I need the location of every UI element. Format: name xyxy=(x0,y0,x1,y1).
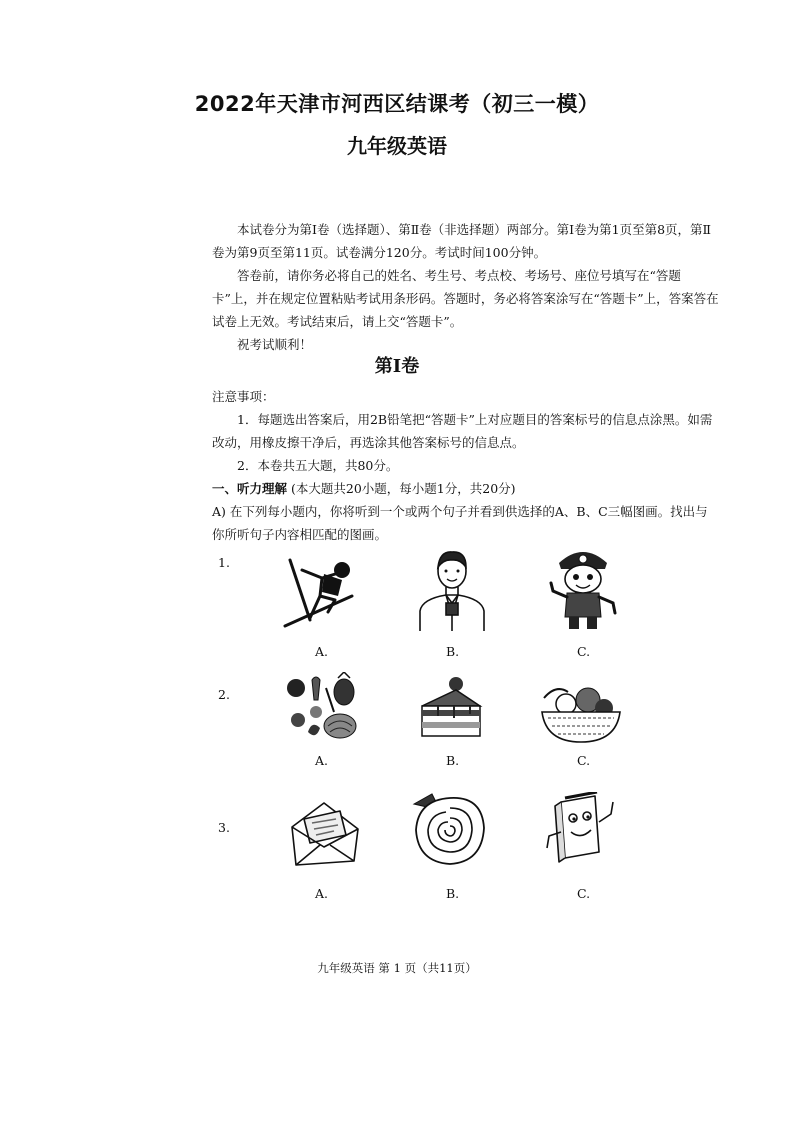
police-officer-icon xyxy=(545,543,621,633)
part-detail: (本大题共20小题，每小题1分，共20分) xyxy=(291,481,516,496)
rose-icon xyxy=(410,790,490,868)
option-label: A. xyxy=(315,753,329,768)
option-label: B. xyxy=(446,753,460,768)
option-label: A. xyxy=(315,644,329,659)
option-label: A. xyxy=(315,886,329,901)
intro-paragraph-1: 本试卷分为第Ⅰ卷（选择题）、第Ⅱ卷（非选择题）两部分。第Ⅰ卷为第1页至第8页，第Ⅱ卷为第9页至第11页。试卷满分120分。考试时间100分钟。 xyxy=(212,222,712,260)
fruit-bowl-icon xyxy=(538,680,624,746)
question-number: 2. xyxy=(218,687,230,702)
option-label: C. xyxy=(577,753,591,768)
question-number: 1. xyxy=(218,555,230,570)
notes-heading: 注意事项： xyxy=(212,389,275,404)
notes-block xyxy=(212,385,720,546)
option-label: C. xyxy=(577,644,591,659)
envelope-icon xyxy=(284,797,364,869)
intro-paragraph-3: 祝考试顺利！ xyxy=(237,337,313,352)
option-label: B. xyxy=(446,886,460,901)
cake-icon xyxy=(414,676,486,742)
part-heading xyxy=(212,477,720,500)
part-a-instruction: A) 在下列每小题内，你将听到一个或两个句子并看到供选择的A、B、C三幅图画。找出与你所听句子内容相匹配的图画。 xyxy=(212,504,708,542)
vegetables-icon xyxy=(282,672,362,744)
option-label: C. xyxy=(577,886,591,901)
skier-icon xyxy=(280,548,362,630)
intro-paragraph-2: 答卷前，请你务必将自己的姓名、考生号、考点校、考场号、座位号填写在“答题卡”上，并在规定位置粘贴考试用条形码。答题时，务必将答案涂写在“答题卡”上，答案答在试卷上无效。考试结束后，请上交“答题卡”。 xyxy=(212,268,719,329)
intro-block xyxy=(212,218,720,356)
page-footer: 九年级英语 第 1 页（共11页） xyxy=(317,961,477,975)
reporter-icon xyxy=(414,545,490,633)
note-2: 2．本卷共五大题，共80分。 xyxy=(237,458,399,473)
exam-title: 2022年天津市河西区结课考（初三一模） xyxy=(194,92,600,116)
option-label: B. xyxy=(446,644,460,659)
note-1: 1．每题选出答案后，用2B铅笔把“答题卡”上对应题目的答案标号的信息点涂黑。如需改动，用橡皮擦干净后，再选涂其他答案标号的信息点。 xyxy=(212,412,713,450)
question-number: 3. xyxy=(218,820,230,835)
exam-subject: 九年级英语 xyxy=(347,134,447,158)
part-title: 一、听力理解 xyxy=(212,481,288,496)
section-title: 第Ⅰ卷 xyxy=(374,356,420,377)
book-icon xyxy=(543,792,623,868)
